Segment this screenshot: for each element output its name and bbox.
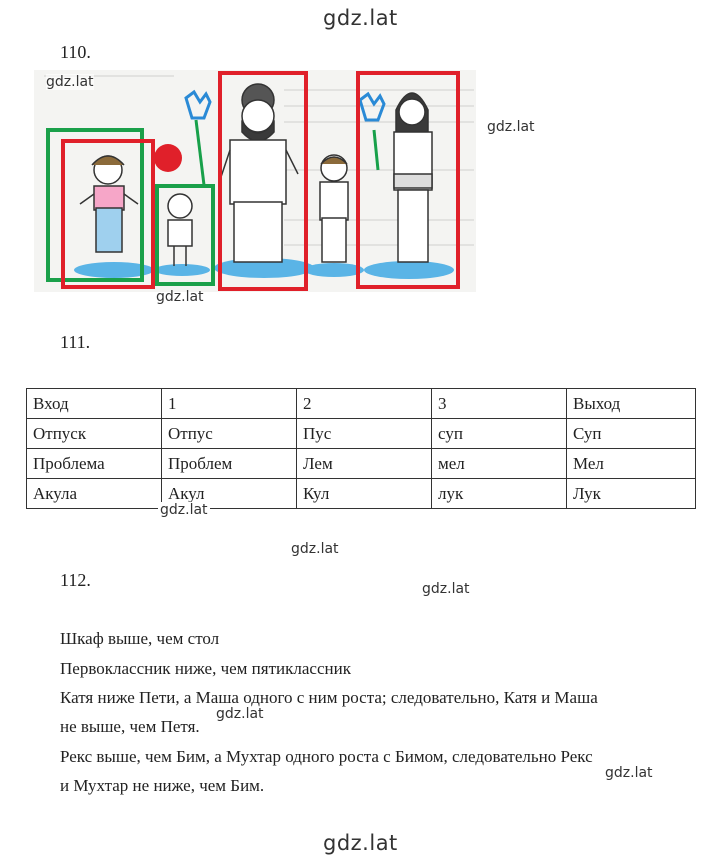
watermark: gdz.lat [46, 74, 94, 90]
answer-line: Катя ниже Пети, а Маша одного с ним роста; следовательно, Катя и Маша [60, 688, 598, 707]
task-110-illustration [34, 70, 476, 292]
watermark: gdz.lat [323, 831, 398, 855]
table-cell: Отпус [162, 419, 297, 449]
table-cell: Лем [297, 449, 432, 479]
watermark: gdz.lat [160, 502, 208, 518]
task-110-number: 110. [60, 42, 91, 62]
table-cell: суп [432, 419, 567, 449]
task-111-number: 111. [60, 332, 91, 352]
table-header-row [27, 389, 696, 419]
boy-figure [320, 155, 348, 262]
task-111-table [26, 388, 696, 509]
answer-line: не выше, чем Петя. [60, 717, 200, 736]
table-cell: Отпуск [27, 419, 162, 449]
table-cell: 3 [432, 389, 567, 419]
watermark: gdz.lat [291, 541, 339, 557]
table-cell: Вход [27, 389, 162, 419]
table-row [27, 479, 696, 509]
watermark: gdz.lat [422, 581, 470, 597]
table-cell: Проблема [27, 449, 162, 479]
table-cell: Кул [297, 479, 432, 509]
red-balloon [154, 144, 182, 172]
watermark: gdz.lat [156, 289, 204, 305]
table-cell: Суп [567, 419, 696, 449]
answer-line: Рекс выше, чем Бим, а Мухтар одного роста с Бимом, следовательно Рекс [60, 747, 593, 766]
table-cell: 2 [297, 389, 432, 419]
watermark: gdz.lat [216, 706, 264, 722]
table-cell: Пус [297, 419, 432, 449]
table-cell: Мел [567, 449, 696, 479]
table-row [27, 419, 696, 449]
table-cell: Акул [162, 479, 297, 509]
watermark: gdz.lat [323, 6, 398, 30]
table-cell: Проблем [162, 449, 297, 479]
answer-line: и Мухтар не ниже, чем Бим. [60, 776, 265, 795]
answer-line: Первоклассник ниже, чем пятиклассник [60, 659, 351, 678]
table-cell: Лук [567, 479, 696, 509]
table-cell: мел [432, 449, 567, 479]
table-row [27, 449, 696, 479]
table-cell: лук [432, 479, 567, 509]
task-112-number: 112. [60, 570, 91, 590]
table-cell: 1 [162, 389, 297, 419]
watermark: gdz.lat [605, 765, 653, 781]
table-cell: Акула [27, 479, 162, 509]
watermark: gdz.lat [487, 119, 535, 135]
answer-line: Шкаф выше, чем стол [60, 629, 220, 648]
table-cell: Выход [567, 389, 696, 419]
woman-figure [394, 93, 432, 262]
